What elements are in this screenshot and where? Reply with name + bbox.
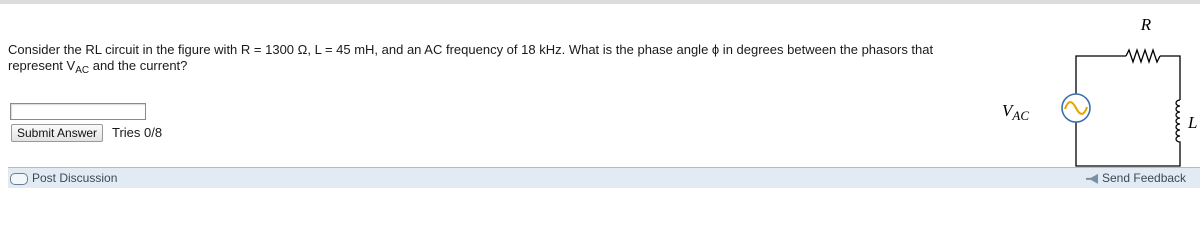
footer-bar (8, 167, 1200, 188)
post-discussion-label: Post Discussion (32, 171, 118, 185)
question-subscript: AC (75, 65, 90, 76)
rl-circuit-figure (968, 8, 1200, 168)
source-label (1002, 101, 1029, 123)
resistor-label: R (1140, 15, 1152, 34)
tries-counter: Tries 0/8 (112, 125, 163, 140)
inductor-label: L (1188, 113, 1198, 132)
post-discussion-link[interactable] (10, 171, 117, 185)
inductor-symbol (1176, 100, 1180, 146)
ac-source-symbol (1062, 94, 1090, 122)
source-label-main: V (1002, 101, 1013, 120)
chat-bubble-icon (10, 173, 28, 185)
send-feedback-label: Send Feedback (1102, 171, 1187, 185)
submit-answer-button[interactable]: Submit Answer (11, 124, 103, 142)
megaphone-icon (1086, 174, 1098, 184)
question-text (8, 42, 978, 79)
send-feedback-link[interactable] (1086, 171, 1186, 185)
circuit-wires (1076, 56, 1180, 166)
question-text-part2: and the current? (89, 58, 188, 73)
resistor-symbol (1126, 50, 1160, 62)
top-divider (0, 0, 1200, 4)
answer-input[interactable] (10, 103, 146, 120)
question-text-part1: Consider the RL circuit in the figure with R = 1300 Ω, L = 45 mH, and an AC frequency of 18 kHz. What is the phase angle ϕ in degrees between the phasors that represent V (8, 42, 934, 73)
source-label-sub: AC (1012, 108, 1030, 123)
